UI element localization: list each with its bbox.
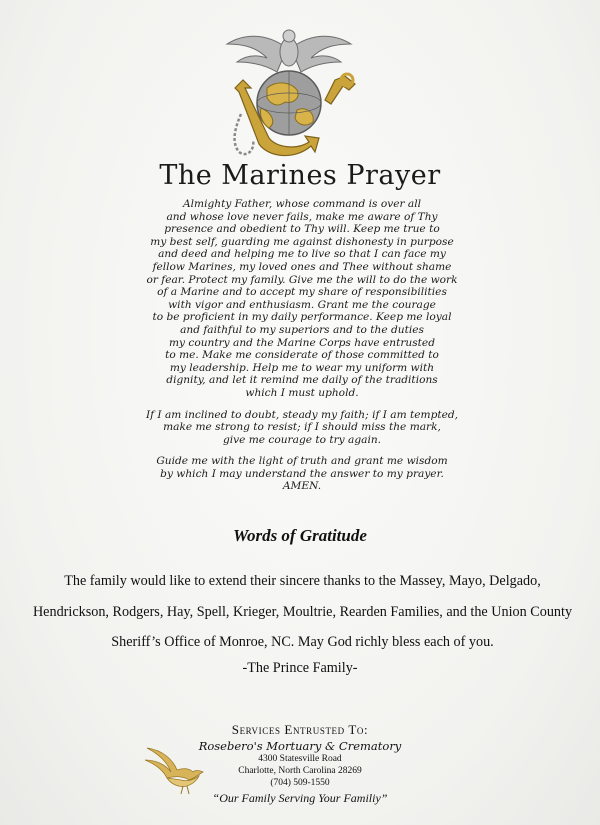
funeral-home-name: Rosebero's Mortuary & Crematory <box>198 739 402 753</box>
prayer-paragraph: Almighty Father, whose command is over all and whose love never fails, make me aware of Thy presence and obedient to Thy will. Keep me true to my best self, guarding me against dishonesty in purpose and deed and helping me to live so that I can face my fellow Marines, my loved ones and Thee without shame or fear. Protect my family. Give me the will to do the work of a Marine and to accept my share of responsibilities with vigor and enthusiasm. Grant me the courage to be proficient in my daily performance. Keep me loyal and faithful to my superiors and to the duties my country and the Marine Corps have entrusted to me. Make me considerate of those committed to my leadership. Help me to wear my uniform with dignity, and let it remind me daily of the traditions which I must uphold. <box>146 198 458 399</box>
address-line-1: 4300 Statesville Road <box>258 754 342 764</box>
services-heading: Services Entrusted To: <box>231 722 369 737</box>
prayer-text <box>92 198 512 502</box>
phone-number: (704) 509-1550 <box>270 778 330 788</box>
funeral-home-block <box>180 722 420 806</box>
family-signoff: -The Prince Family- <box>242 660 358 676</box>
eagle-globe-anchor-icon <box>205 18 370 166</box>
gratitude-heading: Words of Gratitude <box>233 526 367 545</box>
prayer-paragraph: Guide me with the light of truth and grant me wisdom by which I may understand the answer to my prayer. AMEN. <box>156 455 448 493</box>
page-title: The Marines Prayer <box>159 160 441 191</box>
address-line-2: Charlotte, North Carolina 28269 <box>238 766 362 776</box>
motto: “Our Family Serving Your Familiy” <box>212 791 388 805</box>
gratitude-body: The family would like to extend their sincere thanks to the Massey, Mayo, Delgado, Hendrickson, Rodgers, Hay, Spell, Krieger, Moultrie, Rearden Families, and the Union County Sheriff’s Office of Monroe, NC. May God richly bless each of you. <box>32 573 573 650</box>
prayer-paragraph: If I am inclined to doubt, steady my faith; if I am tempted, make me strong to resist; if I should miss the mark, give me courage to try again. <box>145 408 459 446</box>
